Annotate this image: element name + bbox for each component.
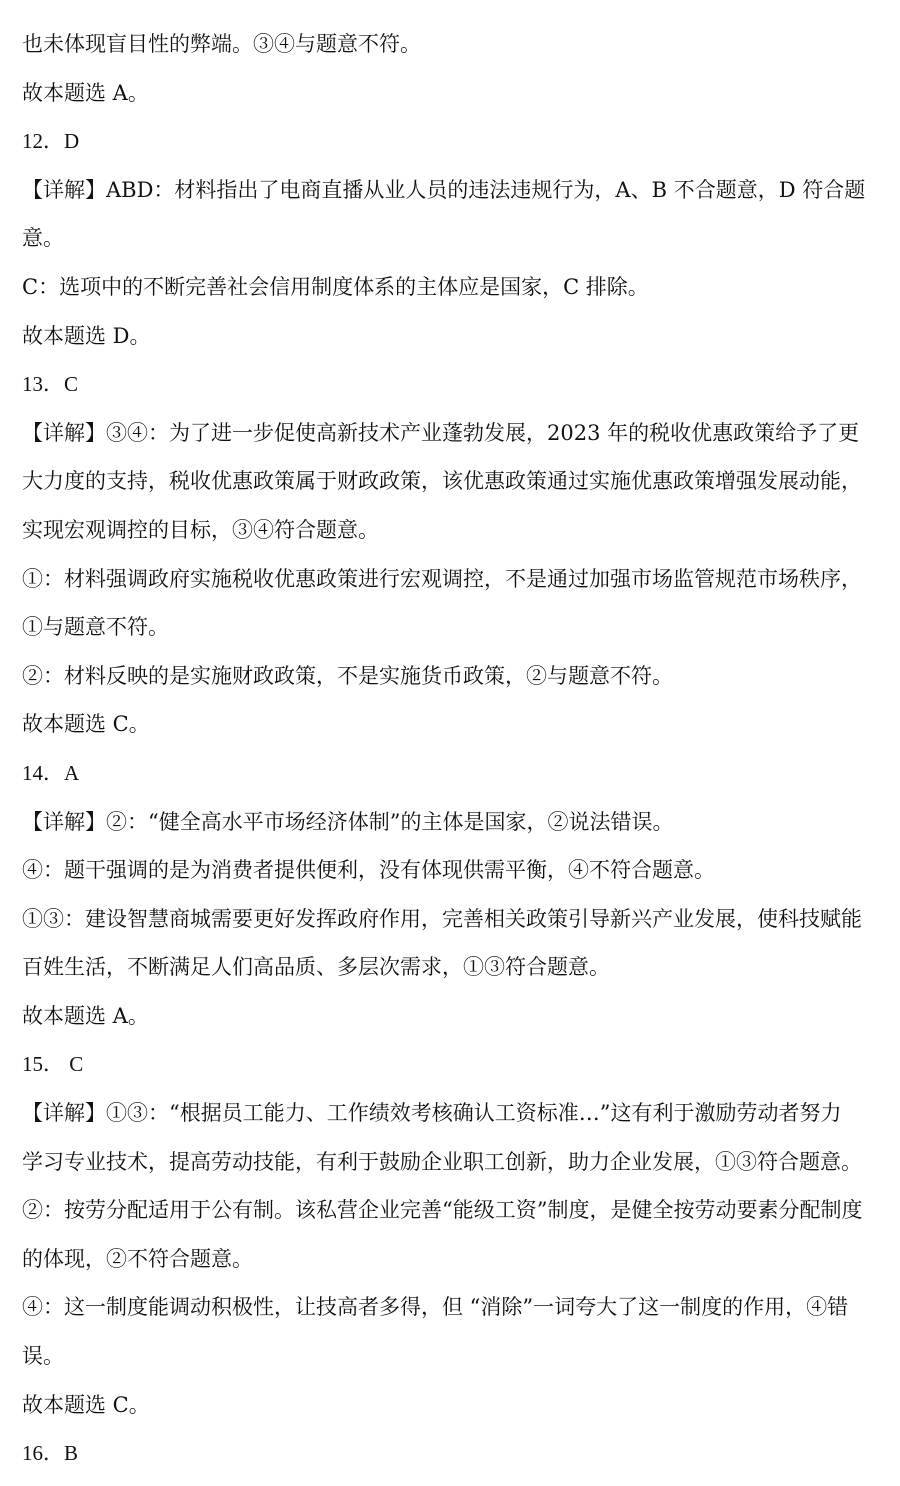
text-line: 故本题选 A。 (22, 1003, 149, 1028)
text-line: 故本题选 C。 (22, 712, 150, 737)
text-line: 误。 (22, 1344, 64, 1369)
text-line: 意。 (22, 226, 64, 251)
text-line: 【详解】②：“健全高水平市场经济体制”的主体是国家，②说法错误。 (22, 809, 674, 834)
question-number: 16．B (22, 1441, 79, 1466)
text-line: C：选项中的不断完善社会信用制度体系的主体应是国家，C 排除。 (22, 274, 649, 299)
text-line: ②：按劳分配适用于公有制。该私营企业完善“能级工资”制度，是健全按劳动要素分配制度 (22, 1198, 863, 1223)
text-line: ①：材料强调政府实施税收优惠政策进行宏观调控，不是通过加强市场监管规范市场秩序， (22, 566, 862, 591)
answer-text-block (22, 20, 888, 1478)
text-line: 百姓生活，不断满足人们高品质、多层次需求，①③符合题意。 (22, 955, 610, 980)
text-line: 故本题选 D。 (22, 323, 151, 348)
question-number: 14．A (22, 760, 80, 785)
question-number: 13．C (22, 372, 79, 397)
text-line: 实现宏观调控的目标，③④符合题意。 (22, 517, 379, 542)
text-line: 大力度的支持，税收优惠政策属于财政政策，该优惠政策通过实施优惠政策增强发展动能， (22, 469, 862, 494)
text-line: 的体现，②不符合题意。 (22, 1246, 253, 1271)
question-number: 15． C (22, 1052, 84, 1077)
text-line: 故本题选 C。 (22, 1392, 150, 1417)
text-line: 【详解】ABD：材料指出了电商直播从业人员的违法违规行为，A、B 不合题意，D 符合题 (22, 177, 866, 202)
text-line: ④：题干强调的是为消费者提供便利，没有体现供需平衡，④不符合题意。 (22, 858, 715, 883)
text-line: 【详解】③④：为了进一步促使高新技术产业蓬勃发展，2023 年的税收优惠政策给予了更 (22, 420, 860, 445)
question-number: 12．D (22, 129, 80, 154)
text-line: 故本题选 A。 (22, 80, 149, 105)
text-line: 【详解】①③：“根据员工能力、工作绩效考核确认工资标准…”这有利于激励劳动者努力 (22, 1101, 842, 1126)
text-line: ④：这一制度能调动积极性，让技高者多得，但 “消除”一词夸大了这一制度的作用，④错 (22, 1295, 849, 1320)
text-line: 学习专业技术，提高劳动技能，有利于鼓励企业职工创新，助力企业发展，①③符合题意。 (22, 1149, 862, 1174)
text-line: ②：材料反映的是实施财政政策，不是实施货币政策，②与题意不符。 (22, 663, 673, 688)
text-line: ①③：建设智慧商城需要更好发挥政府作用，完善相关政策引导新兴产业发展，使科技赋能 (22, 906, 862, 931)
text-line: ①与题意不符。 (22, 615, 169, 640)
text-line: 也未体现盲目性的弊端。③④与题意不符。 (22, 32, 421, 56)
